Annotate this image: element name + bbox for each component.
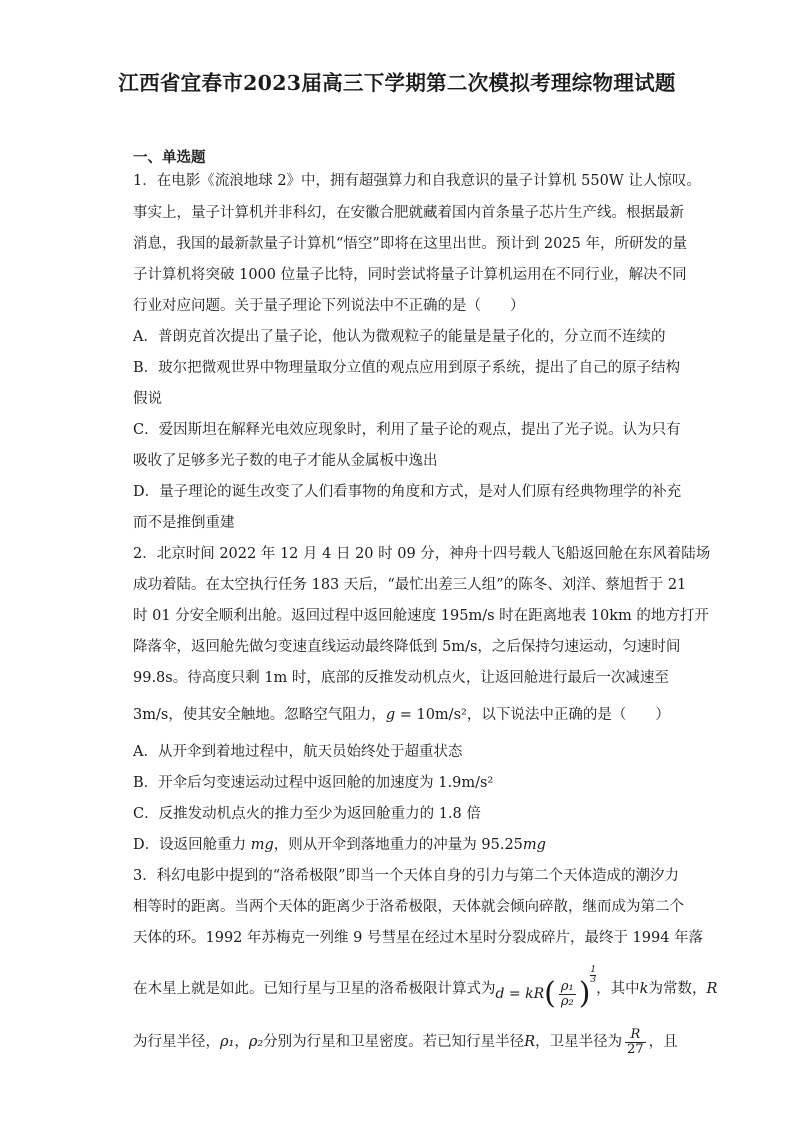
page-title: 江西省宜春市2023届高三下学期第二次模拟考理综物理试题 <box>118 71 676 95</box>
q2-optd-text-a: D．设返回舱重力 <box>133 837 251 853</box>
q2-option-d <box>133 835 546 855</box>
q2-option-b: B．开伞后匀变速运动过程中返回舱的加速度为 1.9m/s² <box>133 775 494 791</box>
q2-option-c: C．反推发动机点火的推力至少为返回舱重力的 1.8 倍 <box>133 806 481 822</box>
q2-optd-text-b: ，则从开伞到落地重力的冲量为 95.25 <box>273 837 523 853</box>
q1-option-a: A．普朗克首次提出了量子论，他认为微观粒子的能量是量子化的，分立而不连续的 <box>133 329 666 345</box>
q3-line5-text-b: ， <box>234 1034 249 1050</box>
q3-line5-text-e: ，且 <box>648 1034 678 1050</box>
planet-radius-symbol: R <box>706 981 718 997</box>
roche-limit-formula: d = kR( $\frac{\text{ρ₁}}{\text{ρ₂}}$ ) $\frac{1}{3}$ <box>495 965 597 1011</box>
q3-line4-text-c: 为常数， <box>648 981 707 997</box>
q2-optd-mg2: mg <box>522 837 546 853</box>
q1-line: 消息，我国的最新款量子计算机“悟空”即将在这里出世。预计到 2025 年，所研发的量 <box>133 236 687 252</box>
q1-option-b-cont: 假说 <box>133 391 162 407</box>
gravity-value: = 10m/s² <box>395 707 467 723</box>
q2-line6-text-a: 3m/s，使其安全触地。忽略空气阻力， <box>133 707 386 723</box>
q2-line: 成功着陆。在太空执行任务 183 天后，“最忙出差三人组”的陈冬、刘洋、蔡旭哲于 21 <box>133 577 687 593</box>
q2-line: 2．北京时间 2022 年 12 月 4 日 20 时 09 分，神舟十四号载人飞船返回舱在东风着陆场 <box>133 546 711 562</box>
q3-line: 天体的环。1992 年苏梅克一列维 9 号彗星在经过木星时分裂成碎片，最终于 1994 年落 <box>133 930 704 946</box>
section-heading: 一、单选题 <box>133 149 206 166</box>
q2-line: 时 01 分安全顺利出舱。返回过程中返回舱速度 195m/s 时在距离地表 10km 的地方打开 <box>133 608 709 624</box>
q2-line: 降落伞，返回舱先做匀变速直线运动最终降低到 5m/s，之后保持匀速运动，匀速时间 <box>133 639 681 655</box>
q2-option-a: A．从开伞到着地过程中，航天员始终处于超重状态 <box>133 744 463 760</box>
exponent: $\frac{1}{3}$ <box>590 965 597 985</box>
q2-line6-text-b: ，以下说法中正确的是（ ） <box>466 707 670 723</box>
q3-line: 3．科幻电影中提到的“洛希极限”即当一个天体自身的引力与第二个天体造成的潮汐力 <box>133 868 680 884</box>
q3-line5-text-a: 为行星半径， <box>133 1034 220 1050</box>
density-ratio-num: ρ₁ <box>560 978 574 994</box>
density-ratio-den: ρ₂ <box>560 993 574 1009</box>
q2-optd-mg: mg <box>250 837 274 853</box>
q1-line: 1．在电影《流浪地球 2》中，拥有超强算力和自我意识的量子计算机 550W 让人惊叹。 <box>133 173 701 189</box>
gravity-symbol: g <box>385 707 396 723</box>
q1-line: 子计算机将突破 1000 位量子比特，同时尝试将量子计算机运用在不同行业，解决不同 <box>133 267 687 283</box>
q1-option-d: D．量子理论的诞生改变了人们看事物的角度和方式，是对人们原有经典物理学的补充 <box>133 484 682 500</box>
q3-line5-text-c: 分别为行星和卫星密度。若已知行星半径 <box>263 1034 525 1050</box>
q1-option-c: C．爱因斯坦在解释光电效应现象时，利用了量子论的观点，提出了光子说。认为只有 <box>133 422 681 438</box>
constant-k: k <box>639 981 649 997</box>
satellite-radius-fraction: $\frac{R}{27}$ <box>627 1026 644 1057</box>
planet-radius-symbol-2: R <box>524 1034 536 1050</box>
q3-line4-text-a: 在木星上就是如此。已知行星与卫星的洛希极限计算式为 <box>133 981 496 997</box>
q3-line5-text-d: ，卫星半径为 <box>535 1034 623 1050</box>
formula-lhs: d = kR <box>495 986 545 1002</box>
rho1-symbol: ρ₁ <box>220 1034 235 1050</box>
q2-line: 99.8s。待高度只剩 1m 时，底部的反推发动机点火，让返回舱进行最后一次减速至 <box>133 670 669 686</box>
density-ratio <box>559 980 576 1009</box>
q3-line4-text-b: ，其中 <box>596 981 640 997</box>
q1-option-d-cont: 而不是推倒重建 <box>133 515 235 531</box>
q2-line-6 <box>133 705 670 725</box>
q1-option-b: B．玻尔把微观世界中物理量取分立值的观点应用到原子系统，提出了自己的原子结构 <box>133 360 681 376</box>
q1-option-c-cont: 吸收了足够多光子数的电子才能从金属板中逸出 <box>133 453 438 469</box>
q3-line-5 <box>133 1024 678 1060</box>
q1-line: 事实上，量子计算机并非科幻，在安徽合肥就藏着国内首条量子芯片生产线。根据最新 <box>133 205 684 221</box>
q3-line: 相等时的距离。当两个天体的距离少于洛希极限，天体就会倾向碎散，继而成为第二个 <box>133 899 684 915</box>
rho2-symbol: ρ₂ <box>248 1034 264 1050</box>
q1-line: 行业对应问题。关于量子理论下列说法中不正确的是（ ） <box>133 298 525 314</box>
q3-line-4 <box>133 966 717 1012</box>
